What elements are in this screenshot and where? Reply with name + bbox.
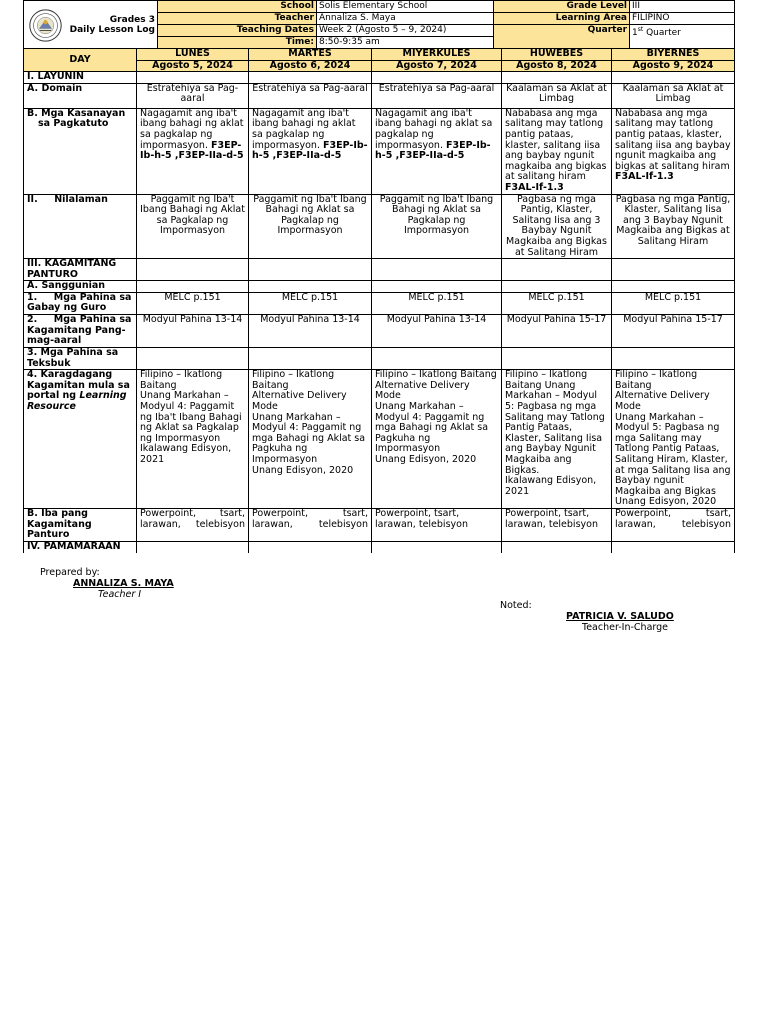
- day-name: MIYERKULES: [372, 49, 502, 61]
- row-label-nilalaman: II. Nilalaman: [24, 194, 137, 259]
- cell-nilalaman: Pagbasa ng mga Pantig, Klaster, Salitang Iisa ang 3 Baybay Ngunit Magkaiba ang Bigkas at Salitang Hiram: [612, 194, 735, 259]
- row-label-layunin: I. LAYUNIN: [24, 72, 137, 84]
- quarter-value: 1st Quarter: [630, 25, 735, 49]
- cell-gabay: MELC p.151: [249, 292, 372, 314]
- cell-kagamitang-pang: Modyul Pahina 13-14: [372, 315, 502, 348]
- prepared-by-title: Teacher I: [98, 589, 142, 600]
- cell-iba-pang: Powerpoint, tsart, larawan, telebisyon: [137, 509, 249, 542]
- day-name: BIYERNES: [612, 49, 735, 61]
- row-label-karagdagang: 4. Karagdagang Kagamitan mula sa portal ng Learning Resource: [24, 370, 137, 509]
- day-name: MARTES: [249, 49, 372, 61]
- cell-karagdagang: Filipino – Ikatlong Baitang Alternative Delivery Mode Unang Markahan – Modyul 5: Pagbasa ng mga Salitang may Tatlong Pantig Pataas, Salitang Hiram, Klaster, at mga Salitang Iisa ang Baybay ngunit Magkaiba ang Bigkas Unang Edisyon, 2020: [612, 370, 735, 509]
- cell-iba-pang: Powerpoint, tsart, larawan, telebisyon: [372, 509, 502, 542]
- row-label-kasanayan: B. Mga Kasanayan sa Pagkatuto: [24, 108, 137, 194]
- grade-level-value: III: [630, 1, 735, 13]
- day-name: HUWEBES: [502, 49, 612, 61]
- teaching-dates-value: Week 2 (Agosto 5 – 9, 2024): [317, 25, 494, 37]
- cell-domain: Kaalaman sa Aklat at Limbag: [502, 83, 612, 108]
- cell-gabay: MELC p.151: [612, 292, 735, 314]
- row-label-teksbuk: 3. Mga Pahina sa Teksbuk: [24, 348, 137, 370]
- log-type: Daily Lesson Log: [69, 24, 155, 35]
- day-header: DAY: [24, 49, 137, 72]
- cell-domain: Kaalaman sa Aklat at Limbag: [612, 83, 735, 108]
- time-label: Time:: [158, 37, 317, 49]
- cell-domain: Estratehiya sa Pag-aaral: [137, 83, 249, 108]
- day-name: LUNES: [137, 49, 249, 61]
- noted-label: Noted:: [500, 600, 532, 611]
- noted-name: PATRICIA V. SALUDO Teacher-In-Charge: [566, 611, 674, 633]
- time-value: 8:50-9:35 am: [317, 37, 494, 49]
- noted-title: Teacher-In-Charge: [582, 622, 669, 633]
- cell-kagamitang-pang: Modyul Pahina 13-14: [249, 315, 372, 348]
- deped-seal-icon: [29, 9, 62, 42]
- cell-kagamitang-pang: Modyul Pahina 15-17: [612, 315, 735, 348]
- cell-domain: Estratehiya sa Pag-aaral: [249, 83, 372, 108]
- teacher-value: Annaliza S. Maya: [317, 13, 494, 25]
- header-table: [23, 0, 735, 49]
- teaching-dates-label: Teaching Dates: [158, 25, 317, 37]
- daily-lesson-log: [23, 0, 734, 553]
- cell-kasanayan: Nagagamit ang iba't ibang bahagi ng aklat sa pagkalap ng impormasyon. F3EP-Ib-h-5 ,F3EP-IIa-d-5: [249, 108, 372, 194]
- cell-karagdagang: Filipino – Ikatlong Baitang Alternative Delivery Mode Unang Markahan – Modyul 4: Paggamit ng mga Bahagi ng Aklat sa Pagkuha ng Impormasyon Unang Edisyon, 2020: [372, 370, 502, 509]
- learning-area-value: FILIPINO: [630, 13, 735, 25]
- day-date: Agosto 8, 2024: [502, 60, 612, 72]
- prepared-by-label: Prepared by:: [40, 567, 100, 578]
- cell-kasanayan: Nagagamit ang iba't ibang bahagi ng aklat sa pagkalap ng impormasyon. F3EP-Ib-h-5 ,F3EP-IIa-d-5: [372, 108, 502, 194]
- cell-iba-pang: Powerpoint, tsart, larawan, telebisyon: [502, 509, 612, 542]
- row-label-gabay: 1. Mga Pahina sa Gabay ng Guro: [24, 292, 137, 314]
- cell-kasanayan: Nababasa ang mga salitang may tatlong pantig pataas, klaster, salitang iisa ang baybay ngunit magkaiba ang bigkas at salitang hiram F3AL-If-1.3: [612, 108, 735, 194]
- log-title: [68, 1, 158, 49]
- cell-karagdagang: Filipino – Ikatlong Baitang Alternative Delivery Mode Unang Markahan – Modyul 4: Paggamit ng mga Bahagi ng Aklat sa Pagkuha ng Impormasyon Unang Edisyon, 2020: [249, 370, 372, 509]
- prepared-by-name: ANNALIZA S. MAYA: [73, 578, 174, 589]
- cell-karagdagang: Filipino – Ikatlong Baitang Unang Markahan – Modyul 4: Paggamit ng Iba't Ibang Bahagi ng Aklat sa Pagkalap ng Impormasyon Ikalawang Edisyon, 2021: [137, 370, 249, 509]
- row-label-sanggunian: A. Sanggunian: [24, 281, 137, 293]
- cell-iba-pang: Powerpoint, tsart, larawan, telebisyon: [249, 509, 372, 542]
- cell-kasanayan: Nagagamit ang iba't ibang bahagi ng aklat sa pagkalap ng impormasyon. F3EP-Ib-h-5 ,F3EP-IIa-d-5: [137, 108, 249, 194]
- row-label-domain: A. Domain: [24, 83, 137, 108]
- learning-area-label: Learning Area: [494, 13, 630, 25]
- row-label-iba-pang: B. Iba pang Kagamitang Panturo: [24, 509, 137, 542]
- cell-karagdagang: Filipino – Ikatlong Baitang Unang Markahan – Modyul 5: Pagbasa ng mga Salitang may Tatlong Pantig Pataas, Klaster, Salitang Iisa ang Baybay Ngunit Magkaiba ang Bigkas. Ikalawang Edisyon, 2021: [502, 370, 612, 509]
- cell-nilalaman: Pagbasa ng mga Pantig, Klaster, Salitang Iisa ang 3 Baybay Ngunit Magkaiba ang Bigkas at Salitang Hiram: [502, 194, 612, 259]
- day-date: Agosto 5, 2024: [137, 60, 249, 72]
- cell-nilalaman: Paggamit ng Iba't Ibang Bahagi ng Aklat sa Pagkalap ng Impormasyon: [249, 194, 372, 259]
- cell-nilalaman: Paggamit ng Iba't Ibang Bahagi ng Aklat sa Pagkalap ng Impormasyon: [137, 194, 249, 259]
- grade-level-label: Grade Level: [494, 1, 630, 13]
- cell-kagamitang-pang: Modyul Pahina 13-14: [137, 315, 249, 348]
- row-label-kagamitang-panturo: III. KAGAMITANG PANTURO: [24, 259, 137, 281]
- school-label: School: [158, 1, 317, 13]
- grade-title: Grades 3: [109, 14, 155, 25]
- cell-kasanayan: Nababasa ang mga salitang may tatlong pantig pataas, klaster, salitang iisa ang baybay ngunit magkaiba ang bigkas at salitang hiram F3AL-If-1.3: [502, 108, 612, 194]
- day-date: Agosto 7, 2024: [372, 60, 502, 72]
- cell-nilalaman: Paggamit ng Iba't Ibang Bahagi ng Aklat sa Pagkalap ng Impormasyon: [372, 194, 502, 259]
- cell-gabay: MELC p.151: [372, 292, 502, 314]
- cell-gabay: MELC p.151: [137, 292, 249, 314]
- logo-cell: [24, 1, 68, 49]
- quarter-label: Quarter: [494, 25, 630, 49]
- prepared-by-block: [40, 567, 174, 600]
- cell-iba-pang: Powerpoint, tsart, larawan, telebisyon: [612, 509, 735, 542]
- day-date: Agosto 6, 2024: [249, 60, 372, 72]
- cell-domain: Estratehiya sa Pag-aaral: [372, 83, 502, 108]
- cell-kagamitang-pang: Modyul Pahina 15-17: [502, 315, 612, 348]
- day-date: Agosto 9, 2024: [612, 60, 735, 72]
- school-value: Solis Elementary School: [317, 1, 494, 13]
- cell-gabay: MELC p.151: [502, 292, 612, 314]
- teacher-label: Teacher: [158, 13, 317, 25]
- lesson-table: [23, 48, 735, 553]
- row-label-kagamitang-pang: 2. Mga Pahina sa Kagamitang Pang-mag-aaral: [24, 315, 137, 348]
- row-label-pamamaraan: IV. PAMAMARAAN: [24, 542, 137, 553]
